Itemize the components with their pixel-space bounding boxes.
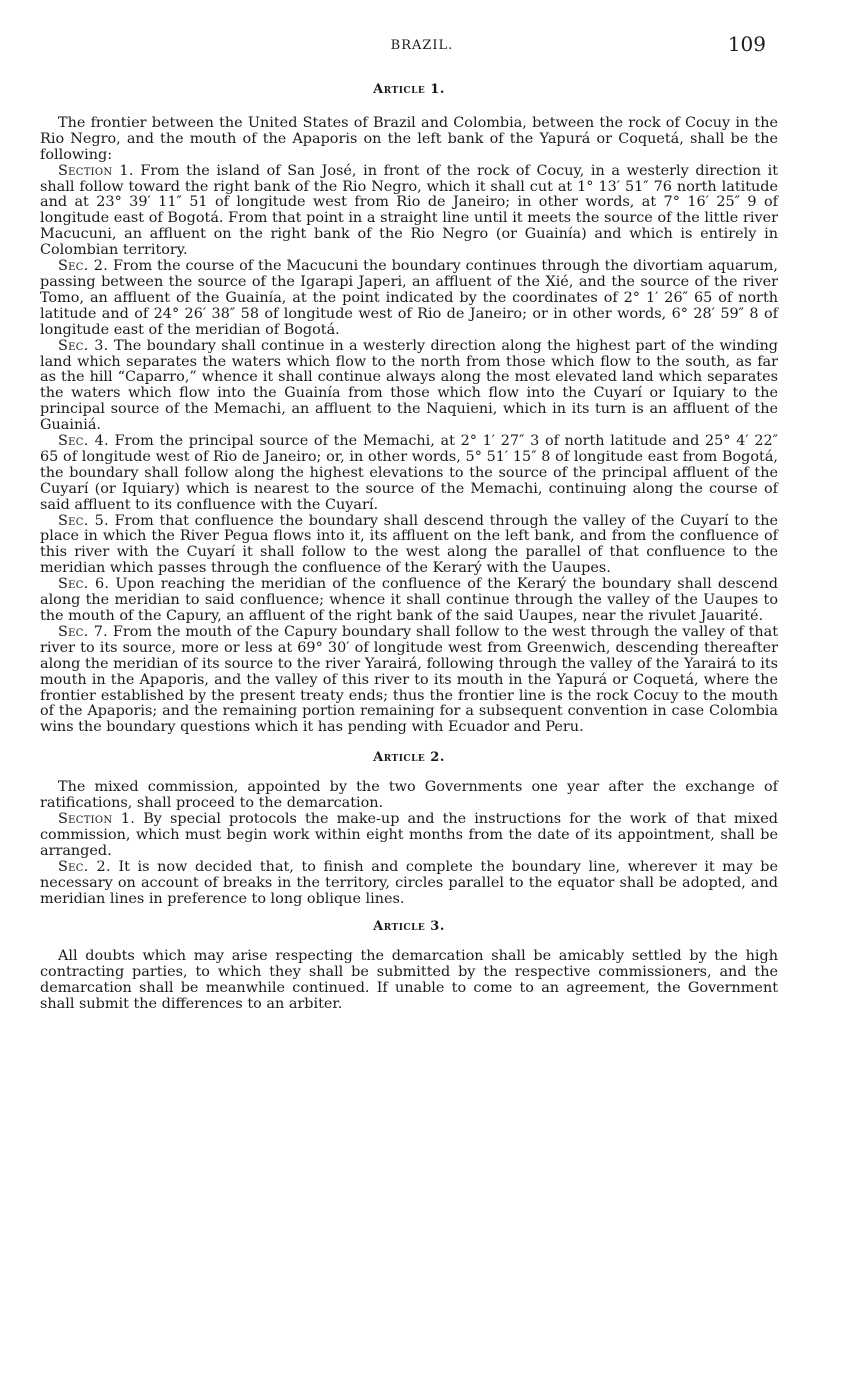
section-label: Sec. 5. bbox=[58, 512, 109, 529]
running-title: BRAZIL. bbox=[390, 38, 454, 53]
running-head bbox=[0, 32, 844, 58]
article-1-section-5 bbox=[40, 514, 778, 578]
article-2-section-1 bbox=[40, 812, 778, 860]
section-text: From the course of the Macucuni the boundary continues through the divortiam aquarum, passing between the source of the Igarapi Japeri, an affluent of the Xié, and the source of the river Tomo, an affluent of the Guainía, at the point indicated by the coordinates of 2° 1′ 26″ 65 of north latitude and of 24° 26′ 38″ 58 of longitude west of Rio de Janeiro; or in other words, 6° 28′ 59″ 8 of longitude east of the meridian of Bogotá. bbox=[40, 258, 778, 338]
article-3-intro: All doubts which may arise respecting the demarcation shall be amicably settled by the high contracting parties, to which they shall be submitted by the respective commissioners, and the demarcation shall be meanwhile continued. If unable to come to an agreement, the Government shall submit the differences to an arbiter. bbox=[40, 948, 778, 1013]
section-label: Sec. 7. bbox=[58, 623, 109, 640]
section-label: Sec. 6. bbox=[58, 576, 110, 593]
section-text: It is now decided that, to finish and complete the boundary line, wherever it may be necessary on account of breaks in the territory, circles parallel to the equator shall be adopted, and meridian lines in preference to long oblique lines. bbox=[40, 858, 778, 907]
document-body bbox=[40, 82, 778, 1013]
section-label: Sec. 2. bbox=[58, 858, 111, 875]
article-1-section-2 bbox=[40, 259, 778, 339]
article-1-section-6 bbox=[40, 577, 778, 625]
section-label: Section 1. bbox=[58, 162, 134, 179]
section-label: Sec. 2. bbox=[58, 258, 109, 275]
section-text: The boundary shall continue in a westerly direction along the highest part of the winding land which separates the waters which flow to the north from those which flow to the south, as far as the hill “Caparro,” whence it shall continue always along the most elevated land which separates the waters which flow into the Guainía from those which flow into the Cuyarí or Iquiary to the principal source of the Memachi, an affluent to the Naquieni, which in its turn is an affluent of the Guainiá. bbox=[40, 337, 778, 434]
article-2-section-2 bbox=[40, 860, 778, 908]
article-1-section-7 bbox=[40, 625, 778, 736]
section-text: From the principal source of the Memachi, at 2° 1′ 27″ 3 of north latitude and 25° 4′ 22″ 65 of longitude west of Rio de Janeiro; or, in other words, 5° 51′ 15″ 8 of longitude east from Bogotá, the boundary shall follow along the highest elevations to the source of the principal affluent of the Cuyarí (or Iquiary) which is nearest to the source of the Memachi, continuing along the course of said affluent to its confluence with the Cuyarí. bbox=[40, 433, 779, 513]
article-2-heading: Article 2. bbox=[373, 750, 445, 766]
article-1-section-3 bbox=[40, 339, 778, 434]
section-label: Section 1. bbox=[58, 810, 136, 827]
page-number: 109 bbox=[727, 32, 766, 56]
section-text: From the island of San José, in front of the rock of Cocuy, in a westerly direction it shall follow toward the right bank of the Rio Negro, which it shall cut at 1° 13′ 51″ 76 north latitude and at 23° 39′ 11″ 51 of longitude west from Rio de Janeiro; in other words, at 7° 16′ 25″ 9 of longitude east of Bogotá. From that point in a straight line until it meets the source of the little river Macucuni, an affluent on the right bank of the Rio Negro (or Guainía) and which is entirely in Colombian territory. bbox=[40, 162, 778, 259]
section-label: Sec. 4. bbox=[58, 433, 109, 450]
article-2-intro: The mixed commission, appointed by the two Governments one year after the exchange of ratifications, shall proceed to the demarcation. bbox=[40, 779, 778, 812]
section-text: By special protocols the make-up and the instructions for the work of that mixed commission, which must begin work within eight months from the date of its appointment, shall be arranged. bbox=[40, 810, 778, 859]
article-1-section-4 bbox=[40, 434, 778, 514]
article-1-section-1 bbox=[40, 164, 778, 259]
article-3-heading: Article 3. bbox=[373, 919, 445, 935]
section-text: From the mouth of the Capury boundary shall follow to the west through the valley of that river to its source, more or less at 69° 30′ of longitude west from Greenwich, descending thereafter along the meridian of its source to the river Yarairá, following through the valley of the Yarairá to its mouth in the Apaporis, and the valley of this river to its mouth in the Yapurá or Coquetá, where the frontier established by the present treaty ends; thus the frontier line is the rock Cocuy to the mouth of the Apaporis; and the remaining portion remaining for a subsequent convention in case Colombia wins the boundary questions which it has pending with Ecuador and Peru. bbox=[40, 623, 779, 736]
article-1-heading: Article 1. bbox=[373, 82, 445, 97]
section-label: Sec. 3. bbox=[58, 337, 109, 354]
section-text: From that confluence the boundary shall descend through the valley of the Cuyarí to the place in which the River Pegua flows into it, its affluent on the left bank, and from the confluence of this river with the Cuyarí it shall follow to the west along the parallel of that confluence to the meridian which passes through the confluence of the Kerarý with the Uaupes. bbox=[40, 512, 778, 577]
article-1-intro: The frontier between the United States of Brazil and Colombia, between the rock of Cocuy in the Rio Negro, and the mouth of the Apaporis on the left bank of the Yapurá or Coquetá, shall be the following: bbox=[40, 114, 778, 163]
section-text: Upon reaching the meridian of the confluence of the Kerarý the boundary shall descend along the meridian to said confluence; whence it shall continue through the valley of the Uaupes to the mouth of the Capury, an affluent of the right bank of the said Uaupes, near the rivulet Jauarité. bbox=[40, 576, 778, 624]
